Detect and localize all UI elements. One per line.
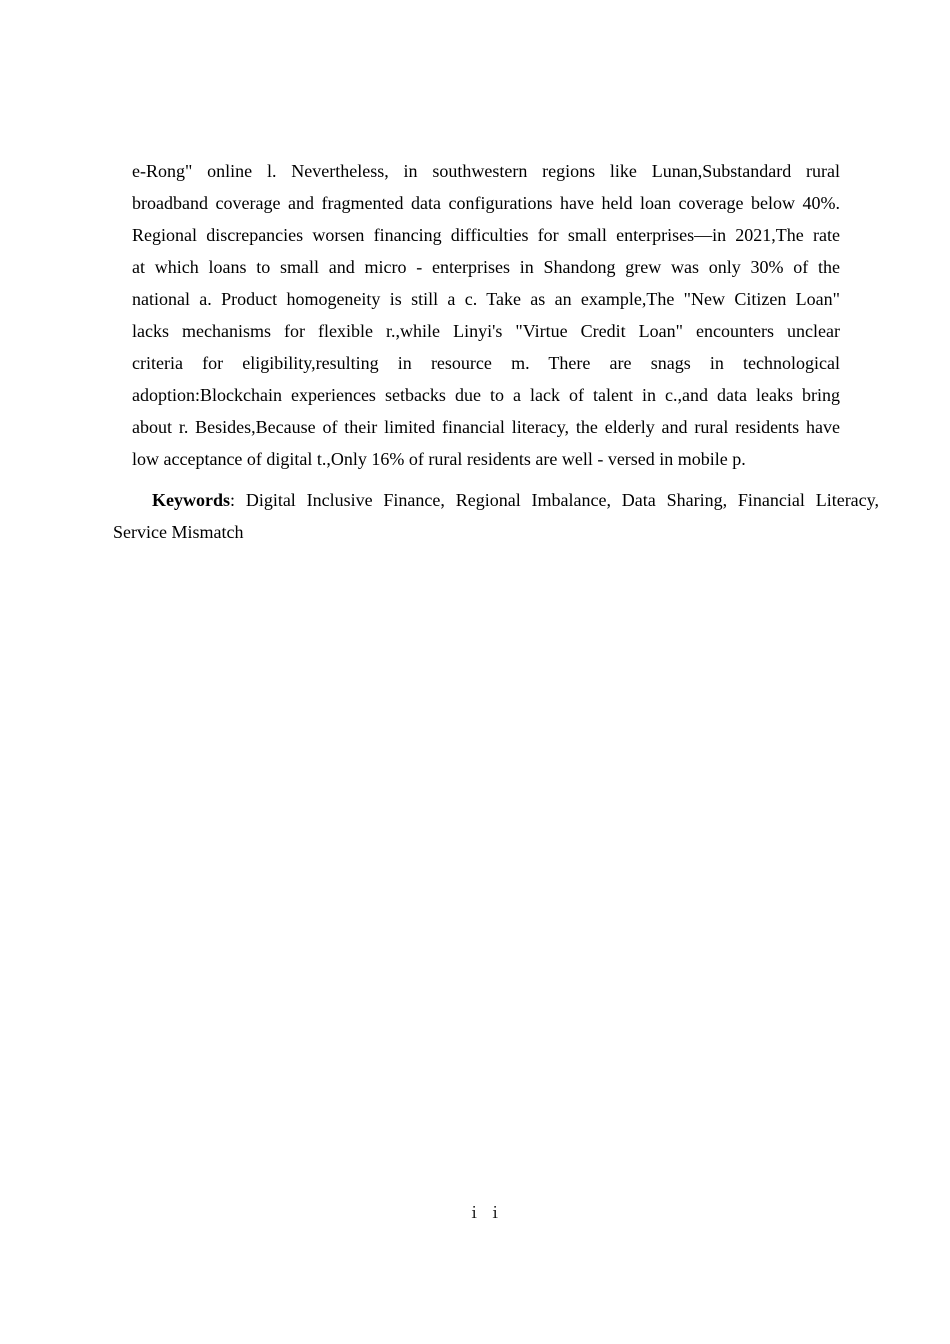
- abstract-line-3: Regional discrepancies worsen financing difficulties for small enterprises—in 2021,The rate: [132, 225, 840, 245]
- abstract-line-5: national a. Product homogeneity is still a c. Take as an example,The "New Citizen Loan": [132, 289, 840, 309]
- abstract-line-2: broadband coverage and fragmented data configurations have held loan coverage below 40%.: [132, 193, 840, 213]
- page-number: ｉｉ: [466, 1206, 509, 1222]
- abstract-line-4: at which loans to small and micro - enterprises in Shandong grew was only 30% of the: [132, 257, 840, 277]
- keywords-list: : Digital Inclusive Finance, Regional Imbalance, Data Sharing, Financial Literacy,: [230, 490, 879, 510]
- keywords-line-2: Service Mismatch: [113, 522, 244, 542]
- keywords-line-1: [113, 484, 879, 516]
- abstract-paragraph: [132, 155, 840, 475]
- keywords-label: Keywords: [152, 490, 230, 510]
- abstract-line-7: criteria for eligibility,resulting in resource m. There are snags in technological: [132, 353, 840, 373]
- abstract-line-10: low acceptance of digital t.,Only 16% of rural residents are well - versed in mobile p.: [132, 449, 746, 469]
- abstract-line-6: lacks mechanisms for flexible r.,while Linyi's "Virtue Credit Loan" encounters unclear: [132, 321, 840, 341]
- abstract-line-1: e-Rong" online l. Nevertheless, in southwestern regions like Lunan,Substandard rural: [132, 161, 840, 181]
- keywords-paragraph: [113, 484, 879, 548]
- abstract-line-9: about r. Besides,Because of their limited financial literacy, the elderly and rural residents have: [132, 417, 840, 437]
- abstract-line-8: adoption:Blockchain experiences setbacks due to a lack of talent in c.,and data leaks bring: [132, 385, 840, 405]
